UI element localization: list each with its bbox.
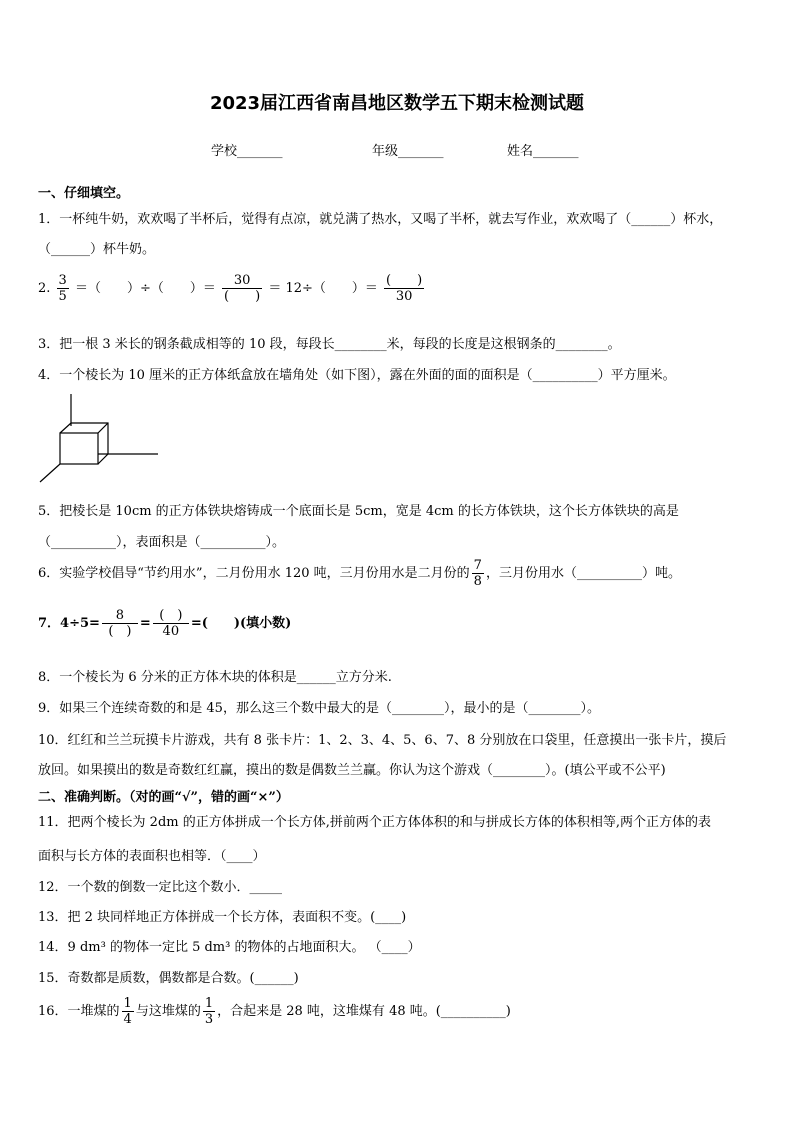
question-7-equals: =	[139, 616, 151, 631]
question-14: 14．9 dm³ 的物体一定比 5 dm³ 的物体的占地面积大。 （____）	[38, 940, 421, 955]
question-8: 8．一个棱长为 6 分米的正方体木块的体积是______立方分米.	[38, 670, 392, 685]
question-4: 4．一个棱长为 10 厘米的正方体纸盒放在墙角处（如下图），露在外面的面的面积是（__________）平方厘米。	[38, 368, 676, 383]
question-1-line-1: 1．一杯纯牛奶，欢欢喝了半杯后，觉得有点凉，就兑满了热水，又喝了半杯，就去写作业，欢欢喝了（______）杯水，	[38, 212, 723, 227]
section-1-heading: 一、仔细填空。	[38, 186, 130, 201]
question-11-line-2: 面积与长方体的表面积也相等．（____）	[38, 849, 266, 864]
fraction-blank-30: $\frac{( )}{30}$	[386, 273, 423, 304]
question-7-text: 7．4÷5=	[38, 616, 100, 631]
question-5-line-1: 5．把棱长是 10cm 的正方体铁块熔铸成一个底面长是 5cm，宽是 4cm 的长方体铁块，这个长方体铁块的高是	[38, 504, 679, 519]
question-6-blank: ，三月份用水（__________）吨。	[485, 566, 681, 581]
question-6-text: 6．实验学校倡导“节约用水”，二月份用水 120 吨，三月份用水是二月份的	[38, 566, 470, 581]
question-2-part-2: ＝ 12÷（ ）＝	[268, 281, 378, 296]
fraction-8-blank: $\frac{8}{( )}$	[102, 608, 138, 639]
question-1-line-2: （______）杯牛奶。	[38, 242, 156, 257]
question-16-text: 16．一堆煤的	[38, 1004, 120, 1019]
page-title: 2023届江西省南昌地区数学五下期末检测试题	[209, 93, 585, 114]
fraction-1-4: $\frac{1}{4}$	[123, 996, 132, 1027]
question-16-blank: ，合起来是 28 吨，这堆煤有 48 吨。(__________)	[217, 1004, 511, 1019]
question-10-line-2: 放回。如果摸出的数是奇数红红赢，摸出的数是偶数兰兰赢。你认为这个游戏（________）。(填公平或不公平)	[38, 763, 666, 778]
name-field: 姓名_______	[507, 144, 579, 159]
question-7	[38, 608, 291, 639]
fraction-7-8: $\frac{7}{8}$	[473, 558, 482, 589]
corner-cube-figure	[38, 392, 163, 484]
school-field: 学校_______	[211, 144, 283, 159]
question-16	[38, 996, 511, 1027]
question-10-line-1: 10．红红和兰兰玩摸卡片游戏，共有 8 张卡片：1、2、3、4、5、6、7、8 分别放在口袋里，任意摸出一张卡片，摸后	[38, 733, 727, 748]
question-2	[38, 273, 426, 304]
question-15: 15．奇数都是质数，偶数都是合数。(______)	[38, 971, 299, 986]
question-16-middle: 与这堆煤的	[135, 1004, 201, 1019]
question-2-part-1: ＝（ ）÷（ ）＝	[74, 281, 216, 296]
fraction-1-3: $\frac{1}{3}$	[204, 996, 214, 1027]
fraction-3-5: $\frac{3}{5}$	[58, 273, 67, 304]
question-5-line-2: （__________），表面积是（__________）。	[38, 535, 286, 550]
question-12: 12．一个数的倒数一定比这个数小．_____	[38, 880, 283, 895]
fraction-blank-40: $\frac{( )}{40}$	[153, 608, 189, 639]
question-3: 3．把一根 3 米长的钢条截成相等的 10 段，每段长________米，每段的长度是这根钢条的________。	[38, 337, 621, 352]
question-7-blank: =( )(填小数)	[190, 616, 292, 631]
fraction-30-blank: $\frac{30}{( )}$	[224, 273, 261, 304]
grade-field: 年级_______	[372, 144, 444, 159]
section-2-heading: 二、准确判断。（对的画“√”，错的画“×”）	[38, 790, 289, 805]
question-13: 13．把 2 块同样地正方体拼成一个长方体，表面积不变。(____)	[38, 910, 407, 925]
question-2-number: 2.	[38, 281, 51, 296]
question-6	[38, 558, 681, 589]
question-11-line-1: 11．把两个棱长为 2dm 的正方体拼成一个长方体,拼前两个正方体体积的和与拼成长方体的体积相等,两个正方体的表	[38, 815, 711, 830]
question-9: 9．如果三个连续奇数的和是 45，那么这三个数中最大的是（________），最小的是（________）。	[38, 701, 600, 716]
